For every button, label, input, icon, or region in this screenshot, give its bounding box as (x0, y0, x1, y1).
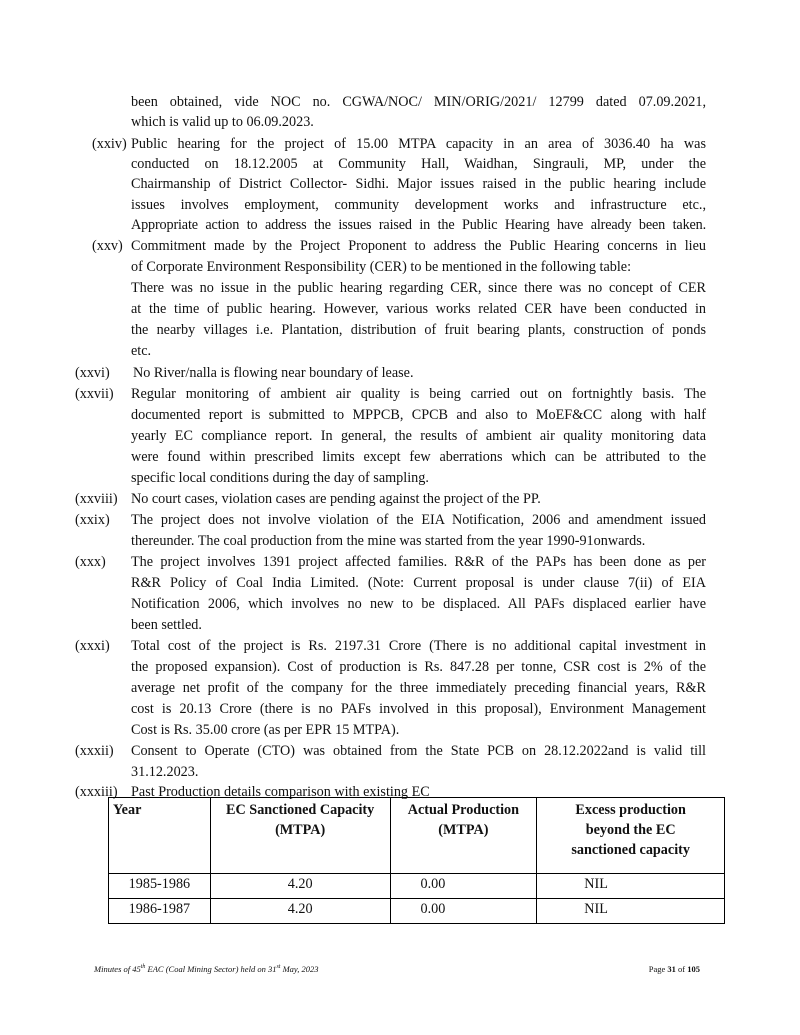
cell-excess-production: NIL (537, 899, 725, 924)
footer-page-number: Page 31 of 105 (648, 964, 700, 974)
item-xxiv-line-4: issues involves employment, community development works and infrastructure etc., (131, 197, 706, 213)
item-number-xxiv: (xxiv) (92, 136, 127, 152)
past-production-table (108, 797, 725, 924)
item-xxxi-line-3: average net profit of the company for the three immediately preceding financial years, R&R (131, 680, 706, 696)
item-xxvi-line-1: No River/nalla is flowing near boundary of lease. (133, 365, 414, 381)
item-xxxi-line-1: Total cost of the project is Rs. 2197.31 Crore (There is no additional capital investment in (131, 638, 706, 654)
item-number-xxxiii: (xxxiii) (75, 784, 118, 800)
item-xxviii-line-1: No court cases, violation cases are pending against the project of the PP. (131, 491, 541, 507)
item-xxx-line-4: been settled. (131, 617, 202, 633)
item-xxiv-line-5: Appropriate action to address the issues raised in the Public Hearing have already been taken. (131, 217, 706, 233)
item-number-xxx: (xxx) (75, 554, 106, 570)
item-number-xxxi: (xxxi) (75, 638, 110, 654)
item-xxv-line-3: There was no issue in the public hearing regarding CER, since there was no concept of CER (131, 280, 706, 296)
header-excess-production: Excess production beyond the EC sanctioned capacity (537, 798, 725, 874)
header-year: Year (109, 798, 211, 874)
cell-year: 1986-1987 (109, 899, 211, 924)
item-xxxiii-line-1: Past Production details comparison with existing EC (131, 784, 430, 800)
item-xxvii-line-2: documented report is submitted to MPPCB, CPCB and also to MoEF&CC along with half (131, 407, 706, 423)
item-xxxi-line-2: the proposed expansion). Cost of production is Rs. 847.28 per tonne, CSR cost is 2% of the (131, 659, 706, 675)
continuation-line-2: which is valid up to 06.09.2023. (131, 114, 314, 130)
item-xxix-line-2: thereunder. The coal production from the mine was started from the year 1990-91onwards. (131, 533, 646, 549)
item-xxxi-line-5: Cost is Rs. 35.00 crore (as per EPR 15 MTPA). (131, 722, 400, 738)
item-xxiv-line-2: conducted on 18.12.2005 at Community Hall, Waidhan, Singrauli, MP, under the (131, 156, 706, 172)
item-xxv-line-6: etc. (131, 343, 152, 359)
header-ec-capacity: EC Sanctioned Capacity (MTPA) (210, 798, 390, 874)
item-xxx-line-1: The project involves 1391 project affected families. R&R of the PAPs has been done as per (131, 554, 706, 570)
item-xxx-line-3: Notification 2006, which involves no new to be displaced. All PAFs displaced earlier have (131, 596, 706, 612)
item-xxvii-line-4: were found within prescribed limits except few aberrations which can be attributed to the (131, 449, 706, 465)
item-xxv-line-2: of Corporate Environment Responsibility (CER) to be mentioned in the following table: (131, 259, 632, 275)
table-header-row (109, 798, 725, 874)
item-xxv-line-5: the nearby villages i.e. Plantation, distribution of fruit bearing plants, construction of ponds (131, 322, 706, 338)
item-number-xxvi: (xxvi) (75, 365, 110, 381)
item-xxvii-line-3: yearly EC compliance report. In general, the results of ambient air quality monitoring data (131, 428, 706, 444)
cell-ec-capacity: 4.20 (210, 874, 390, 899)
cell-actual-production: 0.00 (390, 899, 537, 924)
item-xxiv-line-3: Chairmanship of District Collector- Sidhi. Major issues raised in the public hearing include (131, 176, 706, 192)
cell-actual-production: 0.00 (390, 874, 537, 899)
cell-year: 1985-1986 (109, 874, 211, 899)
cell-excess-production: NIL (537, 874, 725, 899)
table-row (109, 899, 725, 924)
item-xxv-line-4: at the time of public hearing. However, various works related CER have been conducted in (131, 301, 706, 317)
item-xxvii-line-5: specific local conditions during the day of sampling. (131, 470, 429, 486)
item-xxix-line-1: The project does not involve violation of the EIA Notification, 2006 and amendment issued (131, 512, 706, 528)
item-number-xxviii: (xxviii) (75, 491, 118, 507)
item-number-xxv: (xxv) (92, 238, 123, 254)
item-xxxii-line-1: Consent to Operate (CTO) was obtained from the State PCB on 28.12.2022and is valid till (131, 743, 706, 759)
cell-ec-capacity: 4.20 (210, 899, 390, 924)
item-number-xxxii: (xxxii) (75, 743, 114, 759)
item-xxvii-line-1: Regular monitoring of ambient air quality is being carried out on fortnightly basis. The (131, 386, 706, 402)
table-row (109, 874, 725, 899)
item-xxiv-line-1: Public hearing for the project of 15.00 MTPA capacity in an area of 3036.40 ha was (131, 136, 706, 152)
item-xxxii-line-2: 31.12.2023. (131, 764, 199, 780)
header-actual-production: Actual Production (MTPA) (390, 798, 537, 874)
footer-minutes-title: Minutes of 45th EAC (Coal Mining Sector) held on 31st May, 2023 (94, 964, 319, 974)
item-xxx-line-2: R&R Policy of Coal India Limited. (Note: Current proposal is under clause 7(ii) of EIA (131, 575, 706, 591)
continuation-line-1: been obtained, vide NOC no. CGWA/NOC/ MIN/ORIG/2021/ 12799 dated 07.09.2021, (131, 94, 706, 110)
item-xxv-line-1: Commitment made by the Project Proponent to address the Public Hearing concerns in lieu (131, 238, 706, 254)
item-number-xxvii: (xxvii) (75, 386, 114, 402)
item-xxxi-line-4: cost is 20.13 Crore (there is no PAFs involved in this proposal), Environment Management (131, 701, 706, 717)
item-number-xxix: (xxix) (75, 512, 110, 528)
